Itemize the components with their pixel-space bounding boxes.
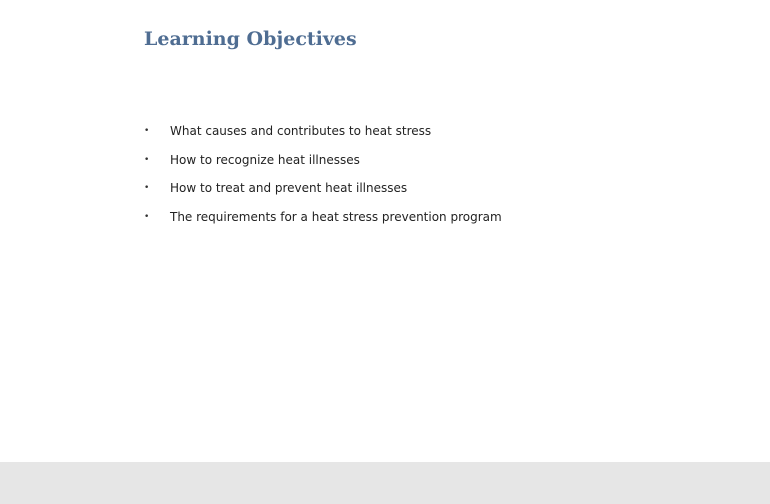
footer-bar — [0, 462, 770, 504]
slide-title: Learning Objectives — [144, 28, 357, 50]
objective-item — [144, 122, 644, 140]
objective-item — [144, 151, 644, 169]
objective-text: What causes and contributes to heat stress — [170, 124, 432, 138]
bullet-icon: • — [144, 155, 150, 165]
bullet-icon: • — [144, 183, 150, 193]
bullet-icon: • — [144, 212, 150, 222]
objective-text: How to recognize heat illnesses — [170, 153, 360, 167]
objective-item — [144, 179, 644, 197]
objective-text: How to treat and prevent heat illnesses — [170, 181, 408, 195]
objective-text: The requirements for a heat stress prevention program — [170, 210, 502, 224]
bullet-icon: • — [144, 126, 150, 136]
objective-item — [144, 208, 644, 226]
